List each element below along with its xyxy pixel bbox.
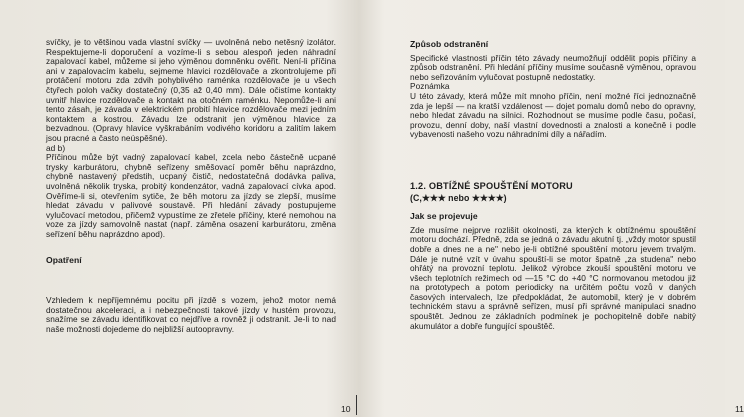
left-paragraph-1: svíčky, je to většinou vada vlastní svíčky — uvolněná nebo netěsný izolátor. Respektujeme-li doporučení a vozíme-li s sebou alespoň jeden náhradní zapalovací kabel, můžeme si jeho výměnou domněnku ověřit. Není-li příčina ani v zapalovacím kabelu, sejmeme hlavici rozdělovače a zkontrolujeme při protáčení motoru zda zdvih pohyblivého raménka rozdělovače je u všech čtyřech poloh vačky dostatečný (0,35 až 0,40 mm). Dále očistíme kontakty uvnitř hlavice rozdělovače a kontakt na otočném raménku. Nepomůže-li ani tento zásah, je závada v elektrickém probití hlavice rozdělovače mezi jedním kontaktem a kostrou. Závadu lze odstranit jen výměnou hlavice za bezvadnou. (Opravy hlavice vyškrabáním vodivého koridoru a zalitím lakem jsou pracné a často neúspěšné). bbox=[46, 37, 336, 143]
symptoms-heading: Jak se projevuje bbox=[410, 211, 478, 222]
right-page-column bbox=[410, 40, 696, 331]
left-page bbox=[0, 0, 362, 417]
symptoms-text: Zde musíme nejprve rozlišit okolnosti, za kterých k obtížnému spouštění motoru dochází. Předně, zda se jedná o závadu akutní tj. „vždy motor spustil dobře a dnes ne a ne" nebo je-li obtížné spouštění motoru jevem trvalým. Dále je nutné vzít v úvahu spouští-li se motor špatně „za studena" nebo ohřátý na provozní teplotu. Jelikož výrobce zkouší spouštění motoru ve všech teplotních režimech od —15 °C do +40 °C normovanou metodou již na prototypech a potom periodicky na určitém počtu vozů v daných časových intervalech, lze předpokládat, že automobil, který je v dobrém technickém stavu a správně seřízen, musí při správné manipulaci snadno spouštět. Jednou ze základních podmínek je pochopitelně dobře nabitý akumulátor a dobře fungující spouštěč. bbox=[410, 224, 696, 331]
chapter-rating: (C,★★★ nebo ★★★★) bbox=[410, 192, 507, 203]
right-page-number: 11 bbox=[735, 404, 744, 414]
note-text: U této závady, která může mít mnoho příčin, není možné říci jednoznačně zda je lepší — na kratší vzdálenost — dojet pomalu domů nebo do opravny, nebo hledat závadu na silnici. Rozhodnout se musíme podle času, počasí, provozu, denní doby, naší vlastní dovednosti a znalosti a konečně i podle vybavenosti našeho vozu náhradními díly a nářadím. bbox=[410, 90, 696, 140]
left-page-number: 10 bbox=[341, 404, 351, 414]
caution-text: Vzhledem k nepříjemnému pocitu při jízdě s vozem, jehož motor nemá dostatečnou akceleraci, a i nebezpečnosti takové jízdy v hustém provozu, snažíme se závadu identifikovat co nejdříve a rovněž ji odstranit. Je-li to nad naše možnosti dojedeme do nejbližší autoopravny. bbox=[46, 295, 336, 334]
gutter-divider bbox=[356, 395, 357, 415]
chapter-title: 1.2. OBTÍŽNÉ SPOUŠTĚNÍ MOTORU bbox=[410, 180, 573, 191]
left-paragraph-2: Příčinou může být vadný zapalovací kabel, zcela nebo částečně ucpané trysky karburátoru, chybně seřízeny směšovací poměr běhu naprázdno, chybně nastavený předstih, ucpaný čistič, nedostatečná dodávka paliva, uvolněná několik tryska, probitý kondenzátor, vadná zapalovací cívka apod. Ověříme-li si, otevřením sytiče, že běh motoru za jízdy se zlepší, musíme hledat závadu v palivové soustavě. Při hledání závady postupujeme vylučovací metodou, přičemž vypustíme ze zřetele příčiny, které nemohou na voze za jízdy samovolně nastat (např. záměna osazení karburátoru, změna seřízení běhu naprázdno apod). bbox=[46, 152, 336, 239]
note-label: Poznámka bbox=[410, 81, 450, 92]
left-paragraph-2-label: ad b) bbox=[46, 142, 66, 153]
caution-heading: Opatření bbox=[46, 255, 82, 266]
right-page bbox=[366, 0, 744, 417]
method-text: Specifické vlastnosti příčin této závady neumožňují oddělit popis příčiny a způsob odstranění. Při hledání příčiny musíme současně výměnou, opravou nebo seřizováním vylučovat postupně nedostatky. bbox=[410, 52, 696, 82]
method-heading: Způsob odstranění bbox=[410, 39, 489, 49]
left-page-column bbox=[46, 38, 336, 334]
